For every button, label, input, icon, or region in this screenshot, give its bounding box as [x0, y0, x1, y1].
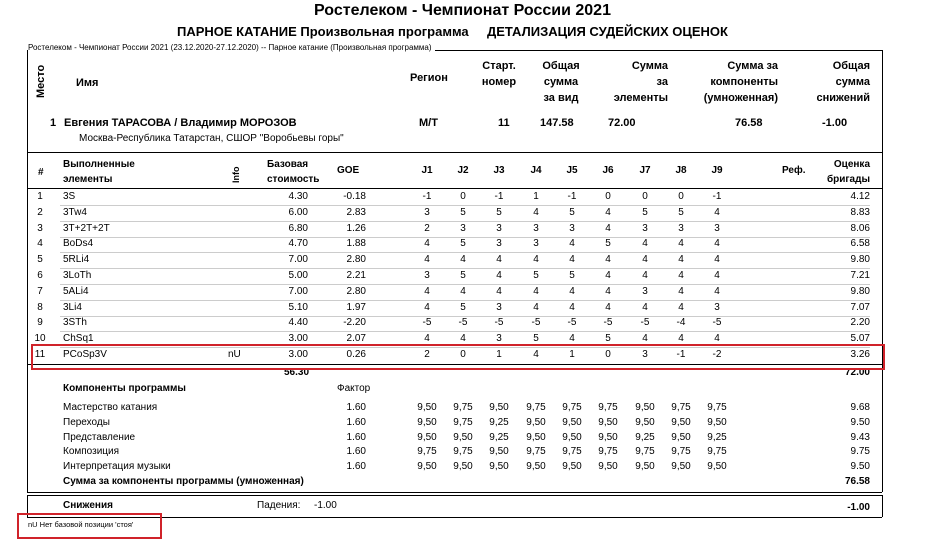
component-judge-score: 9,50 — [526, 431, 546, 443]
element-goe: 2.07 — [346, 333, 366, 345]
component-judge-score: 9,50 — [562, 461, 582, 473]
element-code: 3STh — [63, 317, 87, 329]
judge-score: 0 — [605, 349, 611, 360]
element-number: 9 — [37, 317, 43, 329]
judge-score: -5 — [458, 317, 468, 329]
component-judge-score: 9,50 — [417, 461, 437, 473]
judge-score: 5 — [569, 270, 575, 281]
judge-score: 3 — [424, 206, 430, 218]
element-code: 3LoTh — [63, 270, 92, 281]
element-base-value: 4.70 — [288, 238, 308, 250]
component-judge-score: 9,50 — [489, 461, 509, 473]
component-judge-score: 9,50 — [562, 416, 582, 428]
judge-score: 4 — [533, 349, 539, 360]
judge-score: -4 — [676, 317, 686, 329]
element-number: 5 — [37, 254, 43, 266]
judge-score: 4 — [678, 285, 684, 297]
elements-sum-header: Сумма за элементы — [613, 60, 668, 104]
element-number: 8 — [37, 301, 43, 313]
judge-score: 5 — [569, 206, 575, 218]
judge-score: 4 — [496, 270, 502, 281]
judge-score: 5 — [460, 270, 466, 281]
element-number: 1 — [37, 191, 43, 202]
component-score: 9.50 — [850, 416, 870, 428]
judge-score: -5 — [712, 317, 722, 329]
judge-score: 4 — [714, 238, 720, 250]
component-judge-score: 9,50 — [489, 402, 509, 413]
judge-score: 5 — [642, 206, 648, 218]
judge-score: 4 — [424, 238, 430, 250]
judge-score: 4 — [460, 254, 466, 266]
frame-right — [882, 50, 883, 152]
element-base-value: 6.80 — [288, 222, 308, 234]
components-title: Компоненты программы — [63, 383, 186, 394]
component-judge-score: 9,75 — [671, 402, 691, 413]
element-number: 6 — [37, 270, 43, 281]
report-title: ДЕТАЛИЗАЦИЯ СУДЕЙСКИХ ОЦЕНОК — [487, 24, 728, 39]
judge-score: 4 — [642, 333, 648, 345]
component-judge-score: 9,25 — [489, 416, 509, 428]
judge-score: 3 — [642, 285, 648, 297]
judge-score: -5 — [603, 317, 613, 329]
component-judge-score: 9,50 — [598, 416, 618, 428]
judge-score: -5 — [531, 317, 541, 329]
judge-score: 4 — [678, 270, 684, 281]
skater-place: 1 — [50, 117, 57, 129]
component-judge-score: 9,50 — [671, 416, 691, 428]
judge-score: 4 — [642, 238, 648, 250]
components-sum-header: Сумма за компоненты (умноженная) — [703, 60, 778, 104]
judge-score: -1 — [712, 191, 722, 202]
judge-score: 4 — [605, 222, 611, 234]
deductions-sum-header: Общая сумма снижений — [816, 60, 870, 104]
judge-score: 4 — [424, 333, 430, 345]
element-code: 3Li4 — [63, 301, 82, 313]
judge-score: 4 — [533, 254, 539, 266]
component-judge-score: 9,75 — [562, 446, 582, 458]
panel-score-header: Оценка бригады — [826, 159, 870, 185]
element-goe: -0.18 — [343, 191, 366, 202]
element-number: 3 — [37, 222, 43, 234]
element-panel-score: 4.12 — [850, 191, 870, 202]
element-panel-score: 5.07 — [850, 333, 870, 345]
document-title: Ростелеком - Чемпионат России 2021 — [314, 2, 611, 19]
judge-score: 4 — [533, 285, 539, 297]
component-judge-score: 9,50 — [417, 416, 437, 428]
component-judge-score: 9,75 — [453, 416, 473, 428]
component-score: 9.75 — [850, 446, 870, 458]
element-code: 5ALi4 — [63, 285, 89, 297]
component-name: Мастерство катания — [63, 402, 158, 413]
judge-score: 4 — [642, 270, 648, 281]
judge-score: 4 — [424, 301, 430, 313]
component-judge-score: 9,75 — [707, 446, 727, 458]
element-base-value: 5.10 — [288, 301, 308, 313]
judge-score: 4 — [424, 285, 430, 297]
judge-header: J8 — [675, 165, 687, 176]
components-total-score: 76.58 — [844, 476, 870, 487]
judge-score: 4 — [424, 254, 430, 266]
start-no-header: Старт. номер — [481, 60, 517, 88]
skater-club: Москва-Республика Татарстан, СШОР "Воробьевы горы" — [79, 133, 344, 144]
element-code: 5RLi4 — [63, 254, 90, 266]
judge-score: 4 — [642, 254, 648, 266]
frame-bottom — [27, 492, 882, 493]
judge-score: 5 — [533, 270, 539, 281]
element-goe: 0.26 — [346, 349, 366, 360]
component-judge-score: 9,50 — [598, 431, 618, 443]
judge-score: 4 — [460, 333, 466, 345]
element-number: 2 — [37, 206, 43, 218]
component-judge-score: 9,75 — [635, 446, 655, 458]
judge-score: 3 — [460, 222, 466, 234]
judge-score: 5 — [533, 333, 539, 345]
judge-score: 4 — [678, 254, 684, 266]
judge-score: 0 — [642, 191, 648, 202]
judge-score: 4 — [605, 254, 611, 266]
judge-score: 0 — [460, 191, 466, 202]
judge-score: -5 — [640, 317, 650, 329]
judge-score: 5 — [605, 333, 611, 345]
judge-score: 3 — [714, 222, 720, 234]
element-goe: 1.26 — [346, 222, 366, 234]
judge-header: J9 — [711, 165, 723, 176]
component-judge-score: 9,25 — [707, 431, 727, 443]
judge-score: 4 — [569, 254, 575, 266]
frame-right-lower — [882, 152, 883, 492]
element-code: 3S — [63, 191, 76, 202]
component-judge-score: 9,75 — [598, 446, 618, 458]
judge-score: 4 — [569, 285, 575, 297]
judge-score: 4 — [605, 301, 611, 313]
judge-score: 0 — [678, 191, 684, 202]
judge-header: J1 — [421, 165, 433, 176]
judge-score: 5 — [460, 301, 466, 313]
name-header: Имя — [76, 77, 99, 89]
num-header: # — [38, 167, 44, 178]
component-factor: 1.60 — [346, 416, 366, 428]
base-total: 56.30 — [284, 367, 310, 378]
judge-score: 4 — [714, 206, 720, 218]
element-code: BoDs4 — [63, 238, 94, 250]
judge-score: -1 — [676, 349, 686, 360]
base-value-header: Базовая стоимость — [267, 159, 320, 185]
falls-label: Падения: — [257, 500, 301, 511]
judge-score: 3 — [678, 222, 684, 234]
component-factor: 1.60 — [346, 461, 366, 473]
ref-header: Реф. — [782, 165, 806, 176]
element-panel-score: 9.80 — [850, 285, 870, 297]
component-name: Представление — [63, 431, 136, 443]
element-base-value: 4.40 — [288, 317, 308, 329]
region-header: Регион — [410, 72, 448, 84]
component-judge-score: 9,50 — [453, 431, 473, 443]
footnote: nU Нет базовой позиции 'стоя' — [28, 520, 134, 529]
total-header: Общая сумма за вид — [542, 60, 580, 104]
element-base-value: 6.00 — [288, 206, 308, 218]
judge-score: -1 — [422, 191, 432, 202]
goe-header: GOE — [337, 165, 360, 176]
deductions-right — [882, 495, 883, 517]
component-judge-score: 9,50 — [635, 416, 655, 428]
judge-score: 3 — [569, 222, 575, 234]
element-base-value: 5.00 — [288, 270, 308, 281]
judge-score: -1 — [494, 191, 504, 202]
elements-header-line — [27, 188, 882, 189]
component-judge-score: 9,75 — [707, 402, 727, 413]
frame-left-lower — [27, 152, 28, 492]
judge-header: J7 — [639, 165, 651, 176]
judge-score: 4 — [496, 285, 502, 297]
judge-score: 2 — [424, 349, 430, 360]
judge-score: 4 — [714, 254, 720, 266]
element-goe: 2.21 — [346, 270, 366, 281]
deductions-total: -1.00 — [847, 502, 870, 513]
highlight-box-element-11 — [31, 344, 885, 370]
element-number: 4 — [37, 238, 43, 250]
judge-score: 4 — [496, 254, 502, 266]
judge-score: 5 — [605, 238, 611, 250]
judge-score: 3 — [496, 301, 502, 313]
elements-header: Выполненные элементы — [63, 159, 135, 185]
skater-start-no: 11 — [498, 117, 510, 129]
component-judge-score: 9,50 — [707, 461, 727, 473]
elements-score-total: 72.00 — [844, 367, 870, 378]
judge-score: 0 — [460, 349, 466, 360]
component-factor: 1.60 — [346, 402, 366, 413]
judge-score: 4 — [642, 301, 648, 313]
judge-score: 4 — [533, 301, 539, 313]
component-factor: 1.60 — [346, 431, 366, 443]
element-code: PCoSp3V — [63, 349, 107, 360]
judge-score: 5 — [678, 206, 684, 218]
component-judge-score: 9,50 — [453, 461, 473, 473]
element-info: nU — [228, 349, 241, 360]
deductions-top — [27, 495, 882, 496]
frame-divider — [27, 152, 882, 153]
factor-header: Фактор — [337, 383, 371, 394]
components-total-label: Сумма за компоненты программы (умноженная) — [63, 476, 304, 487]
skater-components: 76.58 — [735, 117, 763, 129]
component-judge-score: 9,75 — [671, 446, 691, 458]
component-name: Интерпретация музыки — [63, 461, 171, 473]
element-goe: 1.97 — [346, 301, 366, 313]
component-judge-score: 9,50 — [635, 402, 655, 413]
judge-score: 3 — [714, 301, 720, 313]
component-judge-score: 9,25 — [635, 431, 655, 443]
component-judge-score: 9,75 — [417, 446, 437, 458]
element-panel-score: 7.21 — [850, 270, 870, 281]
judge-score: 4 — [533, 206, 539, 218]
judge-score: 4 — [678, 301, 684, 313]
component-judge-score: 9,50 — [417, 431, 437, 443]
skater-deductions: -1.00 — [822, 117, 848, 129]
judge-header: J2 — [457, 165, 469, 176]
element-panel-score: 6.58 — [850, 238, 870, 250]
component-judge-score: 9,50 — [526, 416, 546, 428]
element-panel-score: 3.26 — [850, 349, 870, 360]
judge-score: 4 — [605, 285, 611, 297]
judge-score: 4 — [569, 333, 575, 345]
component-score: 9.50 — [850, 461, 870, 473]
component-judge-score: 9,75 — [562, 402, 582, 413]
judge-header: J4 — [530, 165, 542, 176]
falls-value: -1.00 — [314, 500, 337, 511]
component-judge-score: 9,50 — [707, 416, 727, 428]
element-goe: 2.80 — [346, 285, 366, 297]
judge-score: 4 — [714, 333, 720, 345]
place-header: Место — [35, 64, 47, 98]
judge-header: J3 — [493, 165, 505, 176]
info-header: Info — [231, 166, 241, 183]
judge-score: -2 — [712, 349, 722, 360]
component-judge-score: 9,25 — [489, 431, 509, 443]
judge-score: 4 — [678, 238, 684, 250]
judge-score: 1 — [569, 349, 575, 360]
skater-name: Евгения ТАРАСОВА / Владимир МОРОЗОВ — [64, 117, 297, 129]
skater-region: М/Т — [419, 117, 438, 129]
highlight-box-footnote — [17, 513, 162, 539]
component-name: Композиция — [63, 446, 120, 458]
frame-left — [27, 50, 28, 152]
judge-score: -5 — [567, 317, 577, 329]
element-panel-score: 9.80 — [850, 254, 870, 266]
judge-score: 5 — [460, 206, 466, 218]
component-judge-score: 9,75 — [526, 402, 546, 413]
element-code: 3T+2T+2T — [63, 222, 110, 234]
component-judge-score: 9,50 — [562, 431, 582, 443]
component-judge-score: 9,75 — [453, 446, 473, 458]
element-number: 11 — [34, 349, 46, 360]
element-base-value: 3.00 — [288, 333, 308, 345]
component-name: Переходы — [63, 416, 110, 428]
judge-score: 3 — [496, 222, 502, 234]
event-line: Ростелеком - Чемпионат России 2021 (23.12.2020-27.12.2020) -- Парное катание (Произвольная программа) — [28, 43, 435, 52]
skater-total: 147.58 — [540, 117, 574, 129]
element-panel-score: 8.83 — [850, 206, 870, 218]
judge-score: -5 — [422, 317, 432, 329]
element-number: 10 — [34, 333, 46, 345]
judge-score: 3 — [642, 222, 648, 234]
judge-score: 3 — [424, 270, 430, 281]
component-factor: 1.60 — [346, 446, 366, 458]
component-judge-score: 9,50 — [671, 431, 691, 443]
judge-score: 4 — [460, 285, 466, 297]
component-judge-score: 9,50 — [417, 402, 437, 413]
component-judge-score: 9,75 — [453, 402, 473, 413]
component-judge-score: 9,50 — [671, 461, 691, 473]
element-panel-score: 8.06 — [850, 222, 870, 234]
element-goe: 1.88 — [346, 238, 366, 250]
component-score: 9.68 — [850, 402, 870, 413]
judge-score: 5 — [460, 238, 466, 250]
judge-score: 3 — [496, 238, 502, 250]
judge-header: J5 — [566, 165, 578, 176]
judge-score: 4 — [678, 333, 684, 345]
component-judge-score: 9,50 — [489, 446, 509, 458]
element-base-value: 7.00 — [288, 254, 308, 266]
judge-score: 3 — [642, 349, 648, 360]
judge-score: 0 — [605, 191, 611, 202]
program-title: ПАРНОЕ КАТАНИЕ Произвольная программа — [177, 24, 469, 39]
judge-score: 3 — [496, 333, 502, 345]
element-code: ChSq1 — [63, 333, 94, 345]
judge-score: -5 — [494, 317, 504, 329]
element-base-value: 3.00 — [288, 349, 308, 360]
judge-score: 1 — [533, 191, 539, 202]
component-judge-score: 9,50 — [635, 461, 655, 473]
judge-score: 2 — [424, 222, 430, 234]
judge-score: 4 — [569, 238, 575, 250]
skater-elements: 72.00 — [608, 117, 636, 129]
judge-score: 1 — [496, 349, 502, 360]
judge-score: 4 — [605, 270, 611, 281]
component-judge-score: 9,75 — [598, 402, 618, 413]
judge-score: 4 — [714, 285, 720, 297]
judge-score: 4 — [569, 301, 575, 313]
component-judge-score: 9,50 — [526, 461, 546, 473]
element-base-value: 4.30 — [288, 191, 308, 202]
element-panel-score: 2.20 — [850, 317, 870, 329]
component-judge-score: 9,50 — [598, 461, 618, 473]
judge-header: J6 — [602, 165, 614, 176]
judge-score: 5 — [496, 206, 502, 218]
element-goe: -2.20 — [343, 317, 366, 329]
element-code: 3Tw4 — [63, 206, 87, 218]
element-goe: 2.83 — [346, 206, 366, 218]
judge-score: 3 — [533, 238, 539, 250]
component-score: 9.43 — [850, 431, 870, 443]
judge-score: 4 — [605, 206, 611, 218]
judge-score: 3 — [533, 222, 539, 234]
element-base-value: 7.00 — [288, 285, 308, 297]
judge-score: -1 — [567, 191, 577, 202]
deductions-label: Снижения — [63, 500, 113, 511]
element-goe: 2.80 — [346, 254, 366, 266]
component-judge-score: 9,75 — [526, 446, 546, 458]
judge-score: 4 — [714, 270, 720, 281]
element-number: 7 — [37, 285, 43, 297]
element-panel-score: 7.07 — [850, 301, 870, 313]
